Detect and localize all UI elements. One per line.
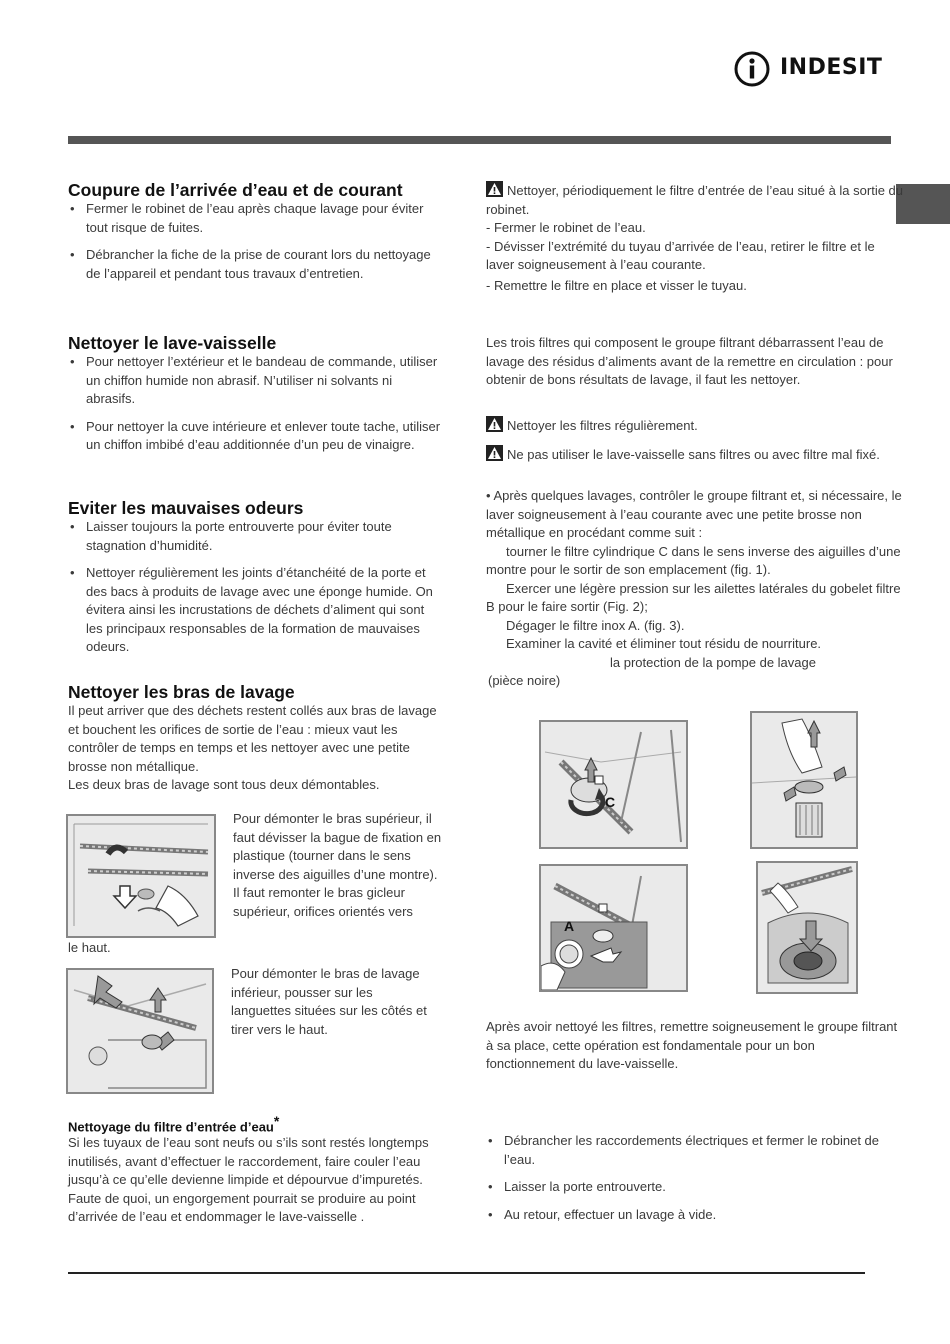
bullet-list — [68, 353, 443, 455]
filters-intro: Les trois filtres qui composent le groupe filtrant débarrassent l’eau de lavage des résidus d’aliments avant de la remettre en circulation : pour obtenir de bons résultats de lavage, il faut les nettoyer. — [486, 335, 893, 387]
section-spray-arms — [68, 682, 446, 795]
filters-after-note: Après avoir nettoyé les filtres, remettre soigneusement le groupe filtrant à sa place, cette opération est fondamentale pour un bon fonctionnement du lave-vaisselle. — [486, 1019, 898, 1071]
section-title: Nettoyer les bras de lavage — [68, 682, 295, 702]
figure-upper-spray-arm — [66, 814, 216, 938]
footnote-mark: * — [273, 1113, 280, 1129]
inlet-filter-warning-block — [486, 181, 904, 295]
bullet-list — [486, 1132, 904, 1224]
list-item: • Débrancher les raccordements électriques et fermer le robinet de l’eau. — [486, 1132, 904, 1169]
subsection-title: Nettoyage du filtre d’entrée d’eau* — [68, 1113, 280, 1135]
section-clean-dishwasher — [68, 333, 443, 464]
filter-warning-2: Ne pas utiliser le lave-vaisselle sans filtres ou avec filtre mal fixé. — [486, 445, 904, 465]
figure-lower-spray-arm — [66, 968, 214, 1094]
label-c: C — [605, 794, 616, 810]
figure-3-inox-filter — [539, 864, 688, 992]
step-2: Exercer une légère pression sur les ailettes latérales du gobelet filtre B pour le faire sortir (Fig. 2); — [486, 580, 901, 614]
section-avoid-odours — [68, 498, 443, 666]
instruction-line: - Dévisser l’extrémité du tuyau d’arrivée de l’eau, retirer le filtre et le laver soigneusement à l’eau courante. — [486, 238, 875, 272]
figure-2-filter-cup — [750, 711, 858, 849]
section-title: Coupure de l’arrivée d’eau et de courant — [68, 180, 403, 200]
instruction-line: - Remettre le filtre en place et visser le tuyau. — [486, 277, 747, 293]
header-rule — [68, 136, 891, 144]
bullet-list — [68, 200, 443, 283]
warning-line: Nettoyer, périodiquement le filtre d’entrée de l’eau situé à la sortie du robinet. — [486, 183, 904, 217]
warning-icon — [486, 445, 503, 461]
list-item: • Laisser toujours la porte entrouverte pour éviter toute stagnation d’humidité. — [68, 518, 443, 555]
brand-name: INDESIT — [780, 55, 883, 80]
step-5-end: (pièce noire) — [488, 673, 561, 688]
list-item: • Débrancher la fiche de la prise de courant lors du nettoyage de l’appareil et pendant tous travaux d’entretien. — [68, 246, 443, 283]
list-item: • Au retour, effectuer un lavage à vide. — [486, 1206, 904, 1225]
paragraph: Il peut arriver que des déchets restent collés aux bras de lavage et bouchent les orifices de sortie de l’eau : mieux vaut les contrôler de temps en temps et les nettoyer avec une petite brosse non métallique. — [68, 703, 437, 774]
list-item: • Pour nettoyer l’extérieur et le bandeau de commande, utiliser un chiffon humide non abrasif. N’utiliser ni solvants ni abrasifs. — [68, 353, 443, 409]
indesit-logo-icon — [733, 50, 773, 88]
list-item: • Pour nettoyer la cuve intérieure et enlever toute tache, utiliser un chiffon imbibé d’eau additionnée d’un peu de vinaigre. — [68, 418, 443, 455]
filter-cleaning-steps — [486, 487, 904, 691]
indesit-logo — [733, 50, 883, 88]
list-item: • Nettoyer régulièrement les joints d’étanchéité de la porte et des bacs à produits de lavage avec une éponge humide. On évitera ainsi les incrustations de déchets d’aliment qui sont les principaux responsables de la formation de mauvaises odeurs. — [68, 564, 443, 657]
section-title: Eviter les mauvaises odeurs — [68, 498, 304, 518]
footer-rule — [68, 1272, 865, 1274]
section-water-power-cutoff — [68, 180, 443, 292]
warning-icon — [486, 181, 503, 197]
paragraph: Les deux bras de lavage sont tous deux démontables. — [68, 777, 380, 792]
step-5: la protection de la pompe de lavage — [610, 654, 816, 670]
label-a: A — [564, 918, 575, 934]
language-tab — [896, 184, 950, 224]
lower-arm-text: Pour démonter le bras de lavage inférieur, pousser sur les languettes situées sur les côtés et tirer vers le haut. — [231, 966, 427, 1037]
step-1: tourner le filtre cylindrique C dans le sens inverse des aiguilles d’une montre pour le sortir de son emplacement (fig. 1). — [486, 543, 901, 577]
section-title: Nettoyer le lave-vaisselle — [68, 333, 277, 353]
step-3: Dégager le filtre inox A. (fig. 3). — [506, 617, 685, 633]
section-inlet-filter — [68, 1113, 446, 1227]
steps-intro: • Après quelques lavages, contrôler le groupe filtrant et, si nécessaire, le laver soigneusement à l’eau courante avec une petite brosse non métallique en procédant comme suit : — [486, 488, 902, 540]
figure-4-pump-protection — [756, 861, 858, 994]
instruction-line: - Fermer le robinet de l’eau. — [486, 220, 646, 235]
warning-icon — [486, 416, 503, 432]
list-item: • Fermer le robinet de l’eau après chaque lavage pour éviter tout risque de fuites. — [68, 200, 443, 237]
paragraph: Si les tuyaux de l’eau sont neufs ou s’ils sont restés longtemps inutilisés, avant d’effectuer le raccordement, faire couler l’eau jusqu’à ce qu’elle devienne limpide et dépourvue d’impuretés. Faute de quoi, un engorgement pourrait se produire au point d’arrivée de l’eau et endommager le lave-vaisselle . — [68, 1135, 429, 1225]
list-item: • Laisser la porte entrouverte. — [486, 1178, 904, 1197]
filter-warning-1: Nettoyer les filtres régulièrement. — [486, 416, 904, 436]
absence-instructions — [486, 1132, 904, 1233]
step-4: Examiner la cavité et éliminer tout résidu de nourriture. — [506, 636, 822, 651]
upper-arm-text-end: le haut. — [68, 940, 111, 955]
upper-arm-text: Pour démonter le bras supérieur, il faut dévisser la bague de fixation en plastique (tourner dans le sens inverse des aiguilles d’une montre). Il faut remonter le bras gicleur supérieur, orifices orientés vers — [233, 811, 442, 919]
figure-1-cylindrical-filter — [539, 720, 688, 849]
bullet-list — [68, 518, 443, 657]
